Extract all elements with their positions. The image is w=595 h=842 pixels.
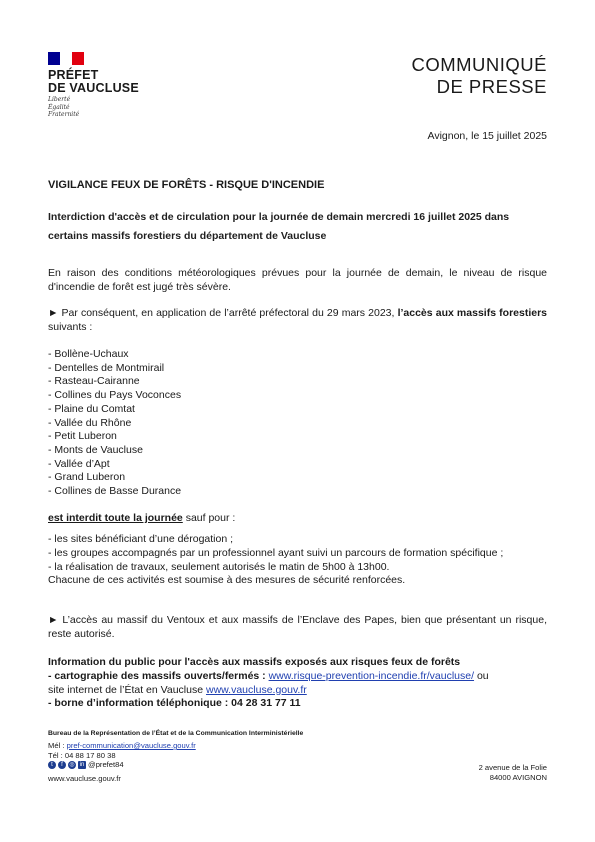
document-type xyxy=(411,54,547,98)
list-item: - la réalisation de travaux, seulement autorisés le matin de 5h00 à 13h00. xyxy=(48,560,390,573)
mail-link[interactable]: pref-communication@vaucluse.gouv.fr xyxy=(66,741,196,750)
list-item: - les groupes accompagnés par un professionnel ayant suivi un parcours de formation spécifique ; xyxy=(48,546,504,559)
social-links xyxy=(48,760,124,769)
page-subtitle: Interdiction d'accès et de circulation pour la journée de demain mercredi 16 juillet 2025 dans certains massifs forestiers du département de Vaucluse xyxy=(48,211,510,242)
list-item: - Rasteau-Cairanne xyxy=(48,375,140,388)
facebook-icon[interactable]: f xyxy=(58,761,66,769)
list-item: - Collines du Pays Voconces xyxy=(48,389,182,402)
social-handle: @prefet84 xyxy=(88,760,124,769)
logo-prefet: PRÉFET xyxy=(48,68,99,82)
motto-egalite: Égalité xyxy=(48,103,70,111)
ventoux-paragraph: ► L’accès au massif du Ventoux et aux massifs de l’Enclave des Papes, bien que présentant un risque, reste autorisé. xyxy=(48,614,547,640)
footer-bureau: Bureau de la Représentation de l’État et de la Communication Interministérielle xyxy=(48,730,304,737)
arrete-prefix: ► Par conséquent, en application de l’arrêté préfectoral du 29 mars 2023, xyxy=(48,307,395,319)
site-text: site internet de l’État en Vaucluse xyxy=(48,683,204,696)
info-phone: - borne d’information téléphonique : 04 28 31 77 11 xyxy=(48,697,301,710)
carto-label: - cartographie des massifs ouverts/fermés : xyxy=(48,669,266,682)
address-line2: 84000 AVIGNON xyxy=(489,772,547,782)
list-item: - Petit Luberon xyxy=(48,430,117,443)
interdit-bold: est interdit toute la journée xyxy=(48,512,183,524)
list-item: - Grand Luberon xyxy=(48,471,126,484)
address-line1: 2 avenue de la Folie xyxy=(478,763,547,772)
page-title: VIGILANCE FEUX DE FORÊTS - RISQUE D'INCENDIE xyxy=(48,179,325,191)
carto-link[interactable]: www.risque-prevention-incendie.fr/vaucluse/ xyxy=(268,669,475,682)
document-type-line2: DE PRESSE xyxy=(436,76,547,97)
list-item: - Plaine du Comtat xyxy=(48,402,135,415)
arrete-bold: l’accès aux massifs forestiers xyxy=(397,307,548,319)
republic-motto xyxy=(48,96,79,119)
logo-vaucluse: DE VAUCLUSE xyxy=(48,81,139,95)
interdit-paragraph xyxy=(48,512,547,526)
carto-or: ou xyxy=(476,669,489,682)
flag-red xyxy=(72,52,84,65)
interdit-suffix: sauf pour : xyxy=(185,512,236,524)
footer-mail xyxy=(48,741,196,750)
list-item: - Bollène-Uchaux xyxy=(48,348,129,360)
flag-blue xyxy=(48,52,60,65)
list-item: - Monts de Vaucluse xyxy=(48,443,143,456)
list-item: - Vallée du Rhône xyxy=(48,416,132,429)
info-site xyxy=(48,684,547,698)
motto-liberte: Liberté xyxy=(48,96,71,103)
footer-address xyxy=(479,763,547,782)
linkedin-icon[interactable]: in xyxy=(79,761,85,768)
exceptions-list xyxy=(48,533,547,588)
arrete-paragraph xyxy=(48,307,547,335)
list-item: - Vallée d’Apt xyxy=(48,457,110,470)
footer-website: www.vaucluse.gouv.fr xyxy=(48,774,121,783)
list-item: - Collines de Basse Durance xyxy=(48,485,182,498)
info-section xyxy=(48,656,547,711)
massifs-list xyxy=(48,348,181,499)
arrete-suffix: suivants : xyxy=(48,320,93,333)
footer-tel: Tél : 04 88 17 80 38 xyxy=(48,751,116,760)
mail-label: Mél : xyxy=(48,741,65,750)
info-carto xyxy=(48,670,547,684)
info-title: Information du public pour l'accès aux massifs exposés aux risques feux de forêts xyxy=(48,656,461,668)
list-item: - Dentelles de Montmirail xyxy=(48,361,165,374)
exceptions-note: Chacune de ces activités est soumise à des mesures de sécurité renforcées. xyxy=(48,574,406,587)
document-date: Avignon, le 15 juillet 2025 xyxy=(427,130,547,142)
instagram-icon[interactable]: ◎ xyxy=(69,761,75,768)
republic-flag xyxy=(48,52,84,65)
twitter-icon[interactable]: t xyxy=(48,761,56,769)
site-link[interactable]: www.vaucluse.gouv.fr xyxy=(206,683,307,696)
intro-paragraph: En raison des conditions météorologiques prévues pour la journée de demain, le niveau de risque d'incendie de forêt est jugé très sévère. xyxy=(48,267,547,293)
flag-white xyxy=(60,52,72,65)
motto-fraternite: Fraternité xyxy=(48,111,80,118)
document-type-line1: COMMUNIQUÉ xyxy=(411,54,547,75)
list-item: - les sites bénéficiant d’une dérogation ; xyxy=(48,533,234,545)
